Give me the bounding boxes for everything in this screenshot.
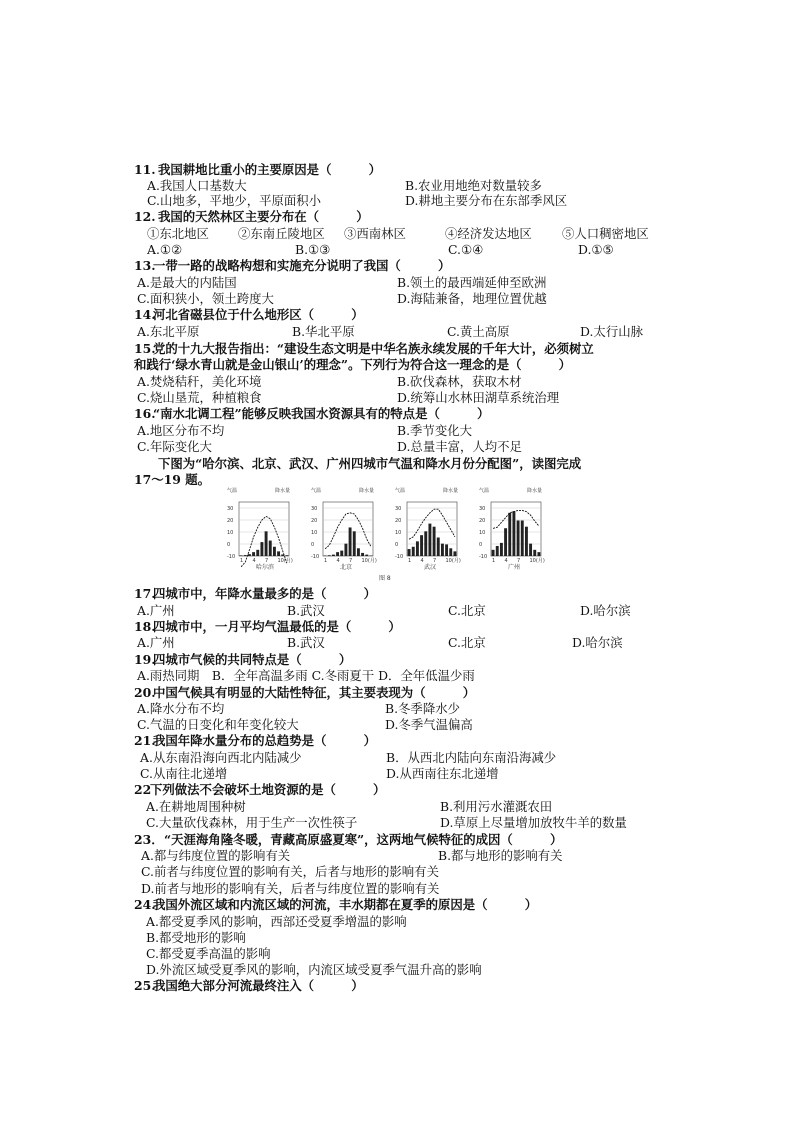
temp-tick-label: 0	[227, 542, 231, 548]
choice-item: ⑤人口稠密地区	[562, 226, 649, 241]
choice-item: ④经济发达地区	[445, 226, 532, 241]
temp-tick-label: 20	[227, 518, 234, 524]
month-tick-label: 1	[240, 558, 244, 564]
option-d: D.太行山脉	[580, 324, 643, 339]
precip-bar	[449, 548, 452, 556]
precip-bar	[336, 552, 339, 556]
precip-bar	[508, 513, 511, 556]
city-name: 哈尔滨	[256, 564, 275, 571]
option-c: C.年际变化大	[137, 439, 212, 454]
question-stem: 河北省磁县位于什么地形区（ ）	[153, 307, 364, 322]
option-a: A.从东南沿海向西北内陆减少	[140, 750, 302, 765]
question-stem: 我国绝大部分河流最终注入（ ）	[153, 978, 364, 993]
temperature-curve	[325, 513, 371, 549]
precip-bar	[240, 555, 243, 556]
temp-tick-label: 30	[311, 506, 318, 512]
temp-axis-label: 气温	[395, 488, 406, 494]
question-stem: 一带一路的战略构想和实施充分说明了我国（ ）	[153, 258, 451, 273]
question-number: 14.	[134, 307, 156, 322]
city-name: 北京	[340, 564, 353, 571]
city-name: 武汉	[424, 564, 437, 571]
month-tick-label: 10(月)	[445, 558, 461, 564]
option-d: D.①⑤	[578, 242, 614, 257]
option-b: B.武汉	[287, 635, 325, 650]
precip-bar	[412, 547, 415, 556]
temperature-curve	[409, 509, 455, 539]
option-b: B.都与地形的影响有关	[438, 848, 563, 863]
precip-bar	[428, 524, 431, 556]
temp-tick-label: 10	[479, 530, 486, 536]
option-c: C.从南往北递增	[140, 766, 228, 781]
option-b: B.利用污水灌溉农田	[440, 799, 553, 814]
choice-item: ③西南林区	[344, 226, 406, 241]
question-stem: 中国气候具有明显的大陆性特征，其主要表现为（ ）	[153, 685, 476, 700]
option-a: A.广州	[137, 603, 175, 618]
option-a: A.都受夏季风的影响，西部还受夏季增温的影响	[146, 914, 407, 929]
precip-bar	[424, 531, 427, 556]
climate-figure	[225, 484, 565, 584]
precip-bar	[525, 527, 528, 556]
option-b: B.砍伐森林，获取木材	[397, 374, 522, 389]
question-number: 23．	[134, 832, 164, 847]
precip-axis-label: 降水量	[359, 488, 375, 494]
climate-panel-2	[395, 487, 461, 571]
option-b: B.领土的最西端延伸至欧洲	[397, 275, 547, 290]
precip-bar	[365, 555, 368, 556]
temp-tick-label: 20	[479, 518, 486, 524]
precip-bar	[517, 521, 520, 556]
precip-bar	[273, 547, 276, 556]
precip-bar	[504, 528, 507, 556]
question-stem: 我国外流区域和内流区域的河流，丰水期都在夏季的原因是（ ）	[153, 897, 538, 912]
option-d: D.总量丰富，人均不足	[397, 439, 522, 454]
question-stem: 我国耕地比重小的主要原因是（ ）	[158, 162, 382, 177]
temp-tick-label: 20	[395, 518, 402, 524]
option-d: D.从西南往东北递增	[386, 766, 499, 781]
precip-axis-label: 降水量	[527, 488, 543, 494]
precip-bar	[269, 541, 272, 556]
temp-axis-label: 气温	[227, 488, 238, 494]
precip-bar	[349, 527, 352, 556]
temp-tick-label: 10	[395, 530, 402, 536]
option-b: B.季节变化大	[397, 423, 472, 438]
question-stem: “南水北调工程”能够反映我国水资源具有的特点是（ ）	[153, 406, 490, 421]
precip-bar	[441, 544, 444, 556]
climate-panel-1	[311, 487, 377, 571]
temp-tick-label: -10	[479, 554, 488, 560]
option-d: D.前者与地形的影响有关，后者与纬度位置的影响有关	[141, 881, 440, 896]
option-a: A.在耕地周围种树	[146, 799, 246, 814]
climate-panel-0	[227, 487, 293, 571]
option-d: D.哈尔滨	[580, 603, 631, 618]
month-tick-label: 10(月)	[529, 558, 545, 564]
option-a: A.是最大的内陆国	[137, 275, 237, 290]
precip-bar	[420, 535, 423, 556]
precip-axis-label: 降水量	[275, 488, 291, 494]
option-c: C.烧山垦荒，种植粮食	[137, 390, 262, 405]
precip-bar	[277, 551, 280, 556]
option-c: C.面积狭小，领土跨度大	[137, 291, 274, 306]
precip-bar	[260, 542, 263, 556]
option-c: C.气温的日变化和年变化较大	[137, 717, 299, 732]
temp-tick-label: 10	[227, 530, 234, 536]
option-a: A.焚烧秸秆，美化环境	[137, 374, 262, 389]
question-stem: 四城市中，一月平均气温最低的是（ ）	[153, 619, 401, 634]
question-stem: 下列做法不会破坏土地资源的是（ ）	[150, 782, 386, 797]
option-a: A.都与纬度位置的影响有关	[141, 848, 291, 863]
month-tick-label: 10(月)	[277, 558, 293, 564]
precip-bar	[340, 551, 343, 556]
month-tick-label: 4	[336, 558, 340, 564]
month-tick-label: 1	[324, 558, 328, 564]
precip-bar	[433, 527, 436, 556]
option-d: D.草原上尽量增加放牧牛羊的数量	[440, 815, 627, 830]
precip-bar	[248, 554, 251, 556]
month-tick-label: 10(月)	[361, 558, 377, 564]
temp-tick-label: 20	[311, 518, 318, 524]
month-tick-label: 7	[517, 558, 521, 564]
precip-bar	[408, 549, 411, 556]
temperature-curve	[493, 510, 539, 528]
temp-axis-label: 气温	[479, 488, 490, 494]
option-b: B.农业用地绝对数量较多	[405, 178, 542, 193]
precip-bar	[533, 550, 536, 556]
question-number: 19.	[134, 652, 156, 667]
precip-bar	[492, 550, 495, 556]
option-a: A.降水分布不均	[137, 701, 225, 716]
question-stem: 我国的天然林区主要分布在（ ）	[158, 209, 369, 224]
figure-caption: 图 8	[379, 575, 391, 582]
month-tick-label: 1	[408, 558, 412, 564]
temp-tick-label: 0	[311, 542, 315, 548]
temp-tick-label: 30	[395, 506, 402, 512]
option-a: A.地区分布不均	[137, 423, 225, 438]
question-number: 18.	[134, 619, 156, 634]
precip-bar	[416, 541, 419, 556]
temp-tick-label: -10	[395, 554, 404, 560]
option-d: D.统筹山水林田湖草系统治理	[397, 390, 560, 405]
option-a: A.我国人口基数大	[147, 178, 247, 193]
precip-bar	[437, 537, 440, 556]
options-inline: A.雨热同期 B．全年高温多雨 C.冬雨夏干 D．全年低温少雨	[137, 668, 475, 683]
option-c: C.①④	[448, 242, 484, 257]
temp-tick-label: 10	[311, 530, 318, 536]
precip-bar	[244, 555, 247, 556]
question-number: 20.	[134, 685, 156, 700]
precip-bar	[453, 551, 456, 556]
month-tick-label: 7	[433, 558, 437, 564]
choice-item: ①东北地区	[147, 226, 209, 241]
precip-bar	[361, 553, 364, 556]
option-b: B．从西北内陆向东南沿海减少	[386, 750, 557, 765]
option-b: B.武汉	[287, 603, 325, 618]
precip-bar	[512, 511, 515, 556]
precip-bar	[496, 546, 499, 556]
option-a: A.东北平原	[137, 324, 200, 339]
precip-bar	[357, 548, 360, 556]
precip-bar	[537, 552, 540, 556]
city-name: 广州	[508, 564, 521, 571]
option-c: C.都受夏季高温的影响	[146, 946, 271, 961]
question-stem: 党的十九大报告指出：“建设生态文明是中华名族永续发展的千年大计，必须树立	[153, 341, 594, 356]
month-tick-label: 4	[504, 558, 508, 564]
question-number: 16.	[134, 406, 156, 421]
option-d: D.哈尔滨	[572, 635, 623, 650]
question-number: 15.	[134, 341, 156, 356]
precip-bar	[332, 555, 335, 556]
precip-bar	[500, 543, 503, 556]
climate-panel-3	[479, 487, 545, 571]
option-d: D.海陆兼备，地理位置优越	[397, 291, 547, 306]
option-d: D.外流区域受夏季风的影响，内流区域受夏季气温升高的影响	[146, 962, 482, 977]
option-d: D.耕地主要分布在东部季风区	[405, 193, 568, 208]
precip-bar	[265, 531, 268, 556]
temp-tick-label: 0	[395, 542, 399, 548]
option-a: A.①②	[147, 242, 183, 257]
month-tick-label: 7	[349, 558, 353, 564]
option-c: C.大量砍伐森林，用于生产一次性筷子	[146, 815, 358, 830]
question-stem: 我国年降水量分布的总趋势是（ ）	[153, 733, 377, 748]
option-b: B.都受地形的影响	[146, 930, 246, 945]
option-c: C.前者与纬度位置的影响有关，后者与地形的影响有关	[141, 864, 439, 879]
precip-bar	[445, 544, 448, 556]
option-c: C.山地多，平地少，平原面积小	[147, 193, 322, 208]
precip-bar	[256, 550, 259, 556]
precip-bar	[285, 555, 288, 556]
temp-axis-label: 气温	[311, 488, 322, 494]
precip-bar	[344, 544, 347, 556]
precip-bar	[521, 521, 524, 556]
temp-tick-label: 30	[227, 506, 234, 512]
question-number: 11.	[134, 162, 156, 177]
precip-bar	[252, 552, 255, 556]
option-c: C.北京	[448, 603, 486, 618]
question-number: 13.	[134, 258, 156, 273]
option-c: C.黄土高原	[447, 324, 510, 339]
question-number: 24.	[134, 897, 156, 912]
precip-bar	[529, 544, 532, 556]
option-b: B.华北平原	[292, 324, 355, 339]
option-b: B.①③	[295, 242, 331, 257]
month-tick-label: 4	[420, 558, 424, 564]
month-tick-label: 1	[492, 558, 496, 564]
option-a: A.广州	[137, 635, 175, 650]
question-number: 22	[134, 782, 152, 797]
question-number: 17.	[134, 586, 156, 601]
temp-tick-label: -10	[227, 554, 236, 560]
option-d: D.冬季气温偏高	[385, 717, 473, 732]
temp-tick-label: 0	[479, 542, 483, 548]
question-number: 25.	[134, 978, 156, 993]
plot-frame	[323, 502, 373, 556]
option-c: C.北京	[448, 635, 486, 650]
question-stem: 四城市气候的共同特点是（ ）	[153, 652, 352, 667]
option-b: B.冬季降水少	[385, 701, 460, 716]
question-stem: 四城市中，年降水量最多的是（ ）	[153, 586, 377, 601]
temp-tick-label: 30	[479, 506, 486, 512]
choice-item: ②东南丘陵地区	[238, 226, 325, 241]
precip-axis-label: 降水量	[443, 488, 459, 494]
question-number: 21.	[134, 733, 156, 748]
precip-bar	[328, 555, 331, 556]
precip-bar	[353, 531, 356, 556]
month-tick-label: 4	[252, 558, 256, 564]
temp-tick-label: -10	[311, 554, 320, 560]
question-stem: “天涯海角隆冬暖，青藏高原盛夏寒”，这两地气候特征的成因（ ）	[164, 832, 563, 847]
question-number: 12.	[134, 209, 156, 224]
month-tick-label: 7	[265, 558, 269, 564]
